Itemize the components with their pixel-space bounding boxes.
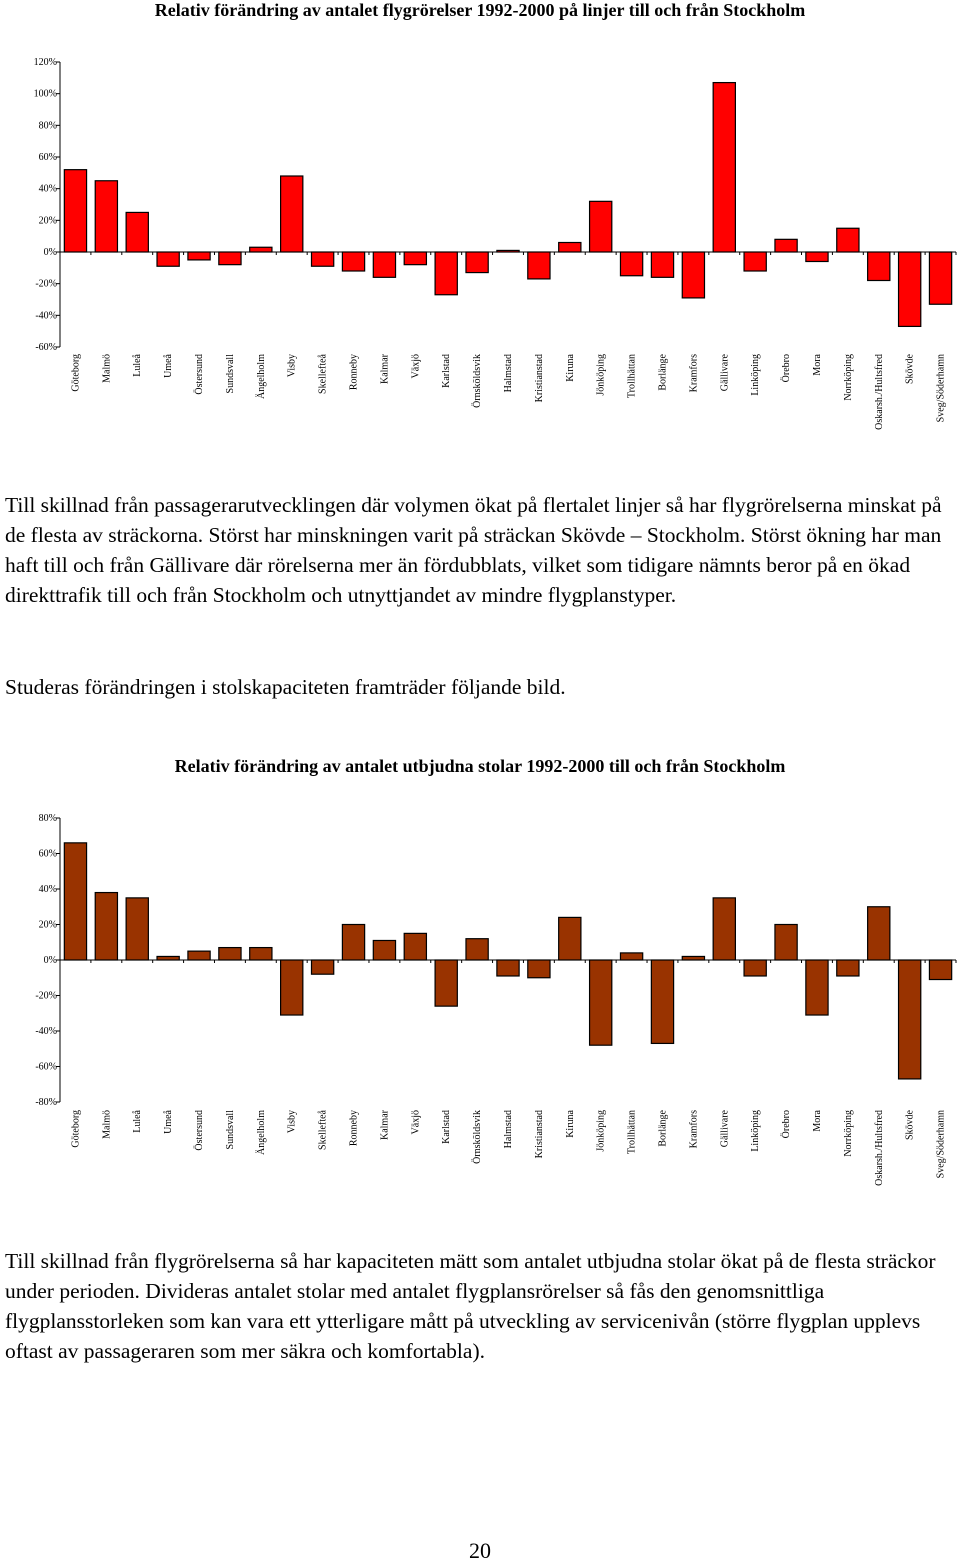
bar-skövde [899, 252, 921, 326]
bar-kiruna [559, 243, 581, 253]
category-label: Jönköping [595, 354, 607, 396]
bar-växjö [404, 933, 426, 960]
bar-malmö [95, 893, 117, 960]
bar-örebro [775, 925, 797, 961]
category-label: Skellefteå [317, 354, 329, 394]
y-tick-label: 80% [38, 120, 57, 132]
bar-oskarsh-hultsfred [868, 907, 890, 960]
flight-movements-chart [0, 40, 960, 440]
chart2-title: Relativ förändring av antalet utbjudna stolar 1992-2000 till och från Stockholm [174, 756, 786, 776]
category-label: Halmstad [503, 354, 514, 393]
category-label: Sveg/Söderhamn [935, 354, 947, 423]
category-label: Sundsvall [224, 354, 236, 394]
category-label: Kristianstad [533, 1110, 545, 1159]
bar-ronneby [342, 925, 364, 961]
category-label: Malmö [101, 1110, 113, 1139]
category-label: Skövde [904, 354, 916, 384]
bar-ronneby [342, 252, 364, 271]
category-label: Trollhättan [626, 354, 638, 399]
category-label: Ronneby [348, 1110, 360, 1147]
bar-sveg-söderhamn [929, 960, 951, 980]
bar-sveg-söderhamn [929, 252, 951, 304]
bar-ängelholm [250, 948, 272, 960]
category-label: Örnsköldsvik [472, 1110, 484, 1164]
bar-linköping [744, 252, 766, 271]
bar-jönköping [590, 960, 612, 1045]
category-label: Östersund [194, 354, 206, 395]
y-tick-label: 0% [43, 247, 57, 258]
page-number: 20 [469, 1538, 491, 1563]
category-label: Oskarsh./Hultsfred [873, 354, 885, 430]
y-tick-label: 80% [38, 813, 57, 824]
category-label: Skövde [904, 1110, 916, 1140]
category-label: Sundsvall [224, 1110, 236, 1150]
y-tick-label: -40% [35, 310, 57, 322]
category-label: Skellefteå [317, 1110, 329, 1150]
category-label: Sveg/Söderhamn [935, 1110, 947, 1179]
category-label: Växjö [410, 1110, 422, 1135]
bar-östersund [188, 951, 210, 960]
bar-ängelholm [250, 247, 272, 252]
bar-kramfors [682, 956, 704, 960]
seat-capacity-chart [0, 800, 960, 1200]
category-label: Örnsköldsvik [472, 354, 484, 408]
y-tick-label: -60% [35, 1061, 57, 1073]
bar-skövde [899, 960, 921, 1079]
category-label: Kramfors [688, 354, 700, 393]
chart1-title: Relativ förändring av antalet flygrörelser 1992-2000 på linjer till och från Stockholm [154, 0, 806, 20]
bar-karlstad [435, 252, 457, 295]
y-tick-label: 40% [38, 884, 57, 895]
category-label: Halmstad [503, 1110, 514, 1149]
bar-malmö [95, 181, 117, 252]
bar-luleå [126, 898, 148, 960]
category-label: Kalmar [379, 354, 391, 384]
y-tick-label: -20% [35, 278, 57, 290]
bar-sundsvall [219, 252, 241, 265]
category-label: Örebro [781, 1110, 793, 1139]
category-label: Trollhättan [626, 1110, 638, 1155]
y-tick-label: 20% [38, 215, 57, 227]
category-label: Mora [811, 1110, 823, 1132]
bar-trollhättan [620, 953, 642, 960]
bar-gällivare [713, 898, 735, 960]
y-tick-label: -40% [35, 1026, 57, 1037]
bar-skellefteå [311, 960, 333, 974]
paragraph-seats-intro: Studeras förändringen i stolskapaciteten framträder följande bild. [5, 675, 566, 699]
category-label: Östersund [194, 1110, 206, 1151]
bar-kristianstad [528, 960, 550, 978]
bar-göteborg [64, 843, 86, 960]
category-label: Kramfors [688, 1110, 700, 1149]
category-label: Linköping [750, 1110, 762, 1152]
bar-kalmar [373, 940, 395, 960]
category-label: Umeå [163, 1110, 175, 1134]
bar-mora [806, 960, 828, 1015]
category-label: Ängelholm [255, 354, 267, 399]
bar-örnsköldsvik [466, 939, 488, 960]
bar-växjö [404, 252, 426, 265]
category-label: Mora [811, 354, 823, 376]
bar-skellefteå [311, 252, 333, 266]
y-tick-label: 0% [43, 955, 57, 966]
category-label: Gällivare [719, 354, 731, 392]
bar-kramfors [682, 252, 704, 298]
category-label: Kalmar [379, 1110, 391, 1140]
category-label: Kiruna [564, 354, 576, 382]
bar-karlstad [435, 960, 457, 1006]
y-tick-label: 60% [38, 152, 57, 163]
bar-visby [281, 960, 303, 1015]
bar-borlänge [651, 252, 673, 277]
bar-kristianstad [528, 252, 550, 279]
category-label: Jönköping [595, 1110, 607, 1152]
category-label: Malmö [101, 354, 113, 383]
bar-kalmar [373, 252, 395, 277]
y-tick-label: 60% [38, 848, 57, 860]
y-tick-label: 40% [38, 183, 57, 195]
category-label: Kiruna [564, 1110, 576, 1138]
category-label: Borlänge [657, 354, 669, 391]
bar-linköping [744, 960, 766, 976]
bar-trollhättan [620, 252, 642, 276]
category-label: Karlstad [441, 354, 453, 388]
category-label: Norrköping [842, 1110, 854, 1157]
category-label: Ängelholm [255, 1110, 267, 1155]
bar-göteborg [64, 170, 86, 252]
bar-gällivare [713, 83, 735, 252]
bar-oskarsh-hultsfred [868, 252, 890, 281]
category-label: Örebro [781, 354, 793, 383]
bar-jönköping [590, 201, 612, 252]
bar-sundsvall [219, 948, 241, 960]
category-label: Oskarsh./Hultsfred [873, 1110, 885, 1186]
category-label: Luleå [132, 354, 144, 377]
category-label: Umeå [163, 354, 175, 378]
category-label: Karlstad [441, 1110, 453, 1144]
y-tick-label: 20% [38, 919, 57, 931]
bar-halmstad [497, 960, 519, 976]
category-label: Kristianstad [533, 354, 545, 403]
paragraph-capacity: Till skillnad från flygrörelserna så har kapaciteten mätt som antalet utbjudna stolar ökat på de flesta sträckor under perioden. Divideras antalet stolar med antalet flygplansrörelser så fås den genomsnittliga flygplansstorleken som kan vara ett ytterligare mått på utveckling av servicenivån (större flygplan upplevs oftast av passageraren som mer säkra och komfortabla). [5, 1249, 936, 1363]
category-label: Göteborg [70, 354, 82, 392]
bar-östersund [188, 252, 210, 260]
y-tick-label: 100% [33, 88, 57, 100]
category-label: Växjö [410, 354, 422, 379]
bar-umeå [157, 956, 179, 960]
category-label: Norrköping [842, 354, 854, 401]
bar-visby [281, 176, 303, 252]
bar-umeå [157, 252, 179, 266]
bar-norrköping [837, 228, 859, 252]
bar-luleå [126, 212, 148, 252]
category-label: Göteborg [70, 1110, 82, 1148]
paragraph-movements: Till skillnad från passagerarutvecklingen där volymen ökat på flertalet linjer så har flygrörelserna minskat på de flesta av sträckorna. Störst har minskningen varit på sträckan Skövde – Stockholm. Störst ökning har man haft till och från Gällivare där rörelserna mer än fördubblats, vilket som tidigare nämnts beror på en ökad direkttrafik till och från Stockholm och utnyttjandet av mindre flygplanstyper. [5, 493, 942, 607]
category-label: Borlänge [657, 1110, 669, 1147]
y-tick-label: -20% [35, 990, 57, 1002]
category-label: Linköping [750, 354, 762, 396]
bar-mora [806, 252, 828, 262]
bar-norrköping [837, 960, 859, 976]
y-tick-label: -80% [35, 1097, 57, 1108]
category-label: Gällivare [719, 1110, 731, 1148]
category-label: Visby [286, 354, 298, 378]
bar-örnsköldsvik [466, 252, 488, 273]
bar-kiruna [559, 917, 581, 960]
category-label: Visby [286, 1110, 298, 1134]
category-label: Ronneby [348, 354, 360, 391]
bar-borlänge [651, 960, 673, 1043]
y-tick-label: 120% [33, 57, 57, 68]
bar-örebro [775, 239, 797, 252]
category-label: Luleå [132, 1110, 144, 1133]
y-tick-label: -60% [35, 342, 57, 353]
